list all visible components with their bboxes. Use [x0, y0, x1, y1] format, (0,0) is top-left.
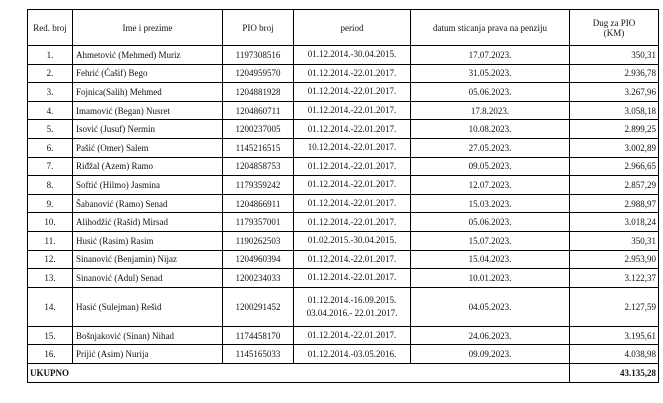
debt-amount: 3.195,61	[570, 326, 659, 345]
row-number: 10.	[28, 213, 73, 232]
pension-date: 17.07.2023.	[411, 46, 570, 65]
period-line: 01.12.2014.-22.01.2017.	[307, 330, 397, 341]
header-row	[28, 10, 659, 46]
debt-amount: 4.038,98	[570, 345, 659, 364]
insurance-period	[294, 231, 411, 250]
pension-date: 15.07.2023.	[411, 231, 570, 250]
debt-amount: 350,31	[570, 231, 659, 250]
person-name: Fehrić (Ćašif) Bego	[73, 64, 223, 83]
row-number: 1.	[28, 46, 73, 65]
person-name: Hasić (Sulejman) Rešid	[73, 287, 223, 326]
header-name: Ime i prezime	[73, 10, 223, 46]
pension-date: 15.04.2023.	[411, 250, 570, 269]
person-name: Softić (Hilmo) Jasmina	[73, 176, 223, 195]
pio-number: 1200234033	[223, 269, 294, 288]
table-row	[28, 176, 659, 195]
insurance-period	[294, 83, 411, 102]
row-number: 4.	[28, 101, 73, 120]
pension-date: 27.05.2023.	[411, 138, 570, 157]
total-row	[28, 363, 659, 382]
table-row	[28, 138, 659, 157]
header-rb: Red. broj	[28, 10, 73, 46]
row-number: 5.	[28, 120, 73, 139]
table-row	[28, 194, 659, 213]
person-name: Alihodžić (Rašid) Mirsad	[73, 213, 223, 232]
table-row	[28, 120, 659, 139]
pio-number: 1204959570	[223, 64, 294, 83]
debt-amount: 3.002,89	[570, 138, 659, 157]
pio-number: 1190262503	[223, 231, 294, 250]
insurance-period	[294, 194, 411, 213]
table-row	[28, 345, 659, 364]
period-line: 01.12.2014.-22.01.2017.	[307, 198, 397, 209]
pio-number: 1204866911	[223, 194, 294, 213]
debt-amount: 2.127,59	[570, 287, 659, 326]
pio-number: 1204860711	[223, 101, 294, 120]
pension-date: 05.06.2023.	[411, 83, 570, 102]
period-line: 01.12.2014.-22.01.2017.	[307, 105, 397, 116]
pio-number: 1145216515	[223, 138, 294, 157]
person-name: Fojnica(Salih) Mehmed	[73, 83, 223, 102]
pension-date: 09.09.2023.	[411, 345, 570, 364]
pio-number: 1179357001	[223, 213, 294, 232]
insurance-period	[294, 120, 411, 139]
pension-date: 05.06.2023.	[411, 213, 570, 232]
row-number: 2.	[28, 64, 73, 83]
insurance-period	[294, 345, 411, 364]
period-line: 01.12.2014.-16.09.2015.	[307, 294, 397, 305]
table-row	[28, 83, 659, 102]
pension-date: 24.06.2023.	[411, 326, 570, 345]
table-row	[28, 101, 659, 120]
row-number: 12.	[28, 250, 73, 269]
header-debt-line1: Dug za PIO	[592, 17, 636, 28]
debt-amount: 2.857,29	[570, 176, 659, 195]
period-line: 01.12.2014.-22.01.2017.	[307, 216, 397, 227]
insurance-period	[294, 64, 411, 83]
period-line: 01.12.2014.-22.01.2017.	[307, 272, 397, 283]
row-number: 15.	[28, 326, 73, 345]
debt-amount: 2.936,78	[570, 64, 659, 83]
row-number: 9.	[28, 194, 73, 213]
insurance-period	[294, 138, 411, 157]
debt-amount: 350,31	[570, 46, 659, 65]
pio-number: 1197308516	[223, 46, 294, 65]
row-number: 16.	[28, 345, 73, 364]
insurance-period	[294, 287, 411, 326]
pension-date: 17.8.2023.	[411, 101, 570, 120]
header-debt	[570, 10, 659, 46]
person-name: Riđžal (Azem) Ramo	[73, 157, 223, 176]
row-number: 13.	[28, 269, 73, 288]
person-name: Pašić (Omer) Salem	[73, 138, 223, 157]
insurance-period	[294, 176, 411, 195]
period-line: 01.12.2014.-22.01.2017.	[307, 160, 397, 171]
insurance-period	[294, 213, 411, 232]
header-date: datum sticanja prava na penziju	[411, 10, 570, 46]
row-number: 7.	[28, 157, 73, 176]
pio-number: 1179359242	[223, 176, 294, 195]
pension-date: 15.03.2023.	[411, 194, 570, 213]
debt-amount: 2.966,65	[570, 157, 659, 176]
total-value: 43.135,28	[570, 363, 659, 382]
pio-number: 1200237005	[223, 120, 294, 139]
person-name: Šabanović (Ramo) Senad	[73, 194, 223, 213]
debt-amount: 2.899,25	[570, 120, 659, 139]
table-row	[28, 213, 659, 232]
period-line: 01.12.2014.-22.01.2017.	[307, 179, 397, 190]
debt-amount: 2.988,97	[570, 194, 659, 213]
debt-amount: 3.267,96	[570, 83, 659, 102]
table-row	[28, 287, 659, 326]
debt-amount: 3.058,18	[570, 101, 659, 120]
debt-amount: 3.018,24	[570, 213, 659, 232]
insurance-period	[294, 46, 411, 65]
pension-date: 12.07.2023.	[411, 176, 570, 195]
pio-number: 1204960394	[223, 250, 294, 269]
table-row	[28, 231, 659, 250]
insurance-period	[294, 250, 411, 269]
header-pio: PIO broj	[223, 10, 294, 46]
pension-date: 04.05.2023.	[411, 287, 570, 326]
period-line: 01.12.2014.-22.01.2017.	[307, 67, 397, 78]
person-name: Sinanović (Adul) Senad	[73, 269, 223, 288]
table-row	[28, 46, 659, 65]
row-number: 11.	[28, 231, 73, 250]
insurance-period	[294, 269, 411, 288]
total-label: UKUPNO	[28, 363, 570, 382]
insurance-period	[294, 101, 411, 120]
table-row	[28, 64, 659, 83]
period-line: 03.04.2016.- 22.01.2017.	[306, 307, 398, 318]
person-name: Prijić (Asim) Nurija	[73, 345, 223, 364]
pio-debt-table	[27, 9, 659, 383]
table-row	[28, 157, 659, 176]
pio-number: 1200291452	[223, 287, 294, 326]
person-name: Isović (Jusuf) Nermin	[73, 120, 223, 139]
table-body	[28, 46, 659, 364]
period-line: 01.02.2015.-30.04.2015.	[307, 235, 397, 246]
row-number: 6.	[28, 138, 73, 157]
table-row	[28, 250, 659, 269]
pio-number: 1145165033	[223, 345, 294, 364]
table-row	[28, 269, 659, 288]
pension-date: 10.08.2023.	[411, 120, 570, 139]
period-line: 01.12.2014.-22.01.2017.	[307, 86, 397, 97]
pio-number: 1204881928	[223, 83, 294, 102]
pio-number: 1204858753	[223, 157, 294, 176]
pio-number: 1174458170	[223, 326, 294, 345]
pension-date: 09.05.2023.	[411, 157, 570, 176]
person-name: Husić (Rasim) Rasim	[73, 231, 223, 250]
row-number: 3.	[28, 83, 73, 102]
debt-amount: 3.122,37	[570, 269, 659, 288]
period-line: 01.12.2014.-22.01.2017.	[307, 253, 397, 264]
period-line: 01.12.2014.-03.05.2016.	[307, 348, 397, 359]
person-name: Ahmetović (Mehmed) Muriz	[73, 46, 223, 65]
person-name: Sinanović (Benjamin) Nijaz	[73, 250, 223, 269]
table-row	[28, 326, 659, 345]
person-name: Imamović (Began) Nusret	[73, 101, 223, 120]
pension-date: 10.01.2023.	[411, 269, 570, 288]
period-line: 01.12.2014.-22.01.2017.	[307, 123, 397, 134]
header-debt-line2: (KM)	[603, 27, 625, 38]
debt-amount: 2.953,90	[570, 250, 659, 269]
insurance-period	[294, 326, 411, 345]
person-name: Bošnjaković (Sinan) Nihad	[73, 326, 223, 345]
row-number: 8.	[28, 176, 73, 195]
period-line: 01.12.2014.-30.04.2015.	[307, 49, 397, 60]
insurance-period	[294, 157, 411, 176]
pension-date: 31.05.2023.	[411, 64, 570, 83]
pio-debt-document	[27, 9, 658, 383]
row-number: 14.	[28, 287, 73, 326]
period-line: 10.12.2014.-22.01.2017.	[307, 142, 397, 153]
header-period: period	[294, 10, 411, 46]
